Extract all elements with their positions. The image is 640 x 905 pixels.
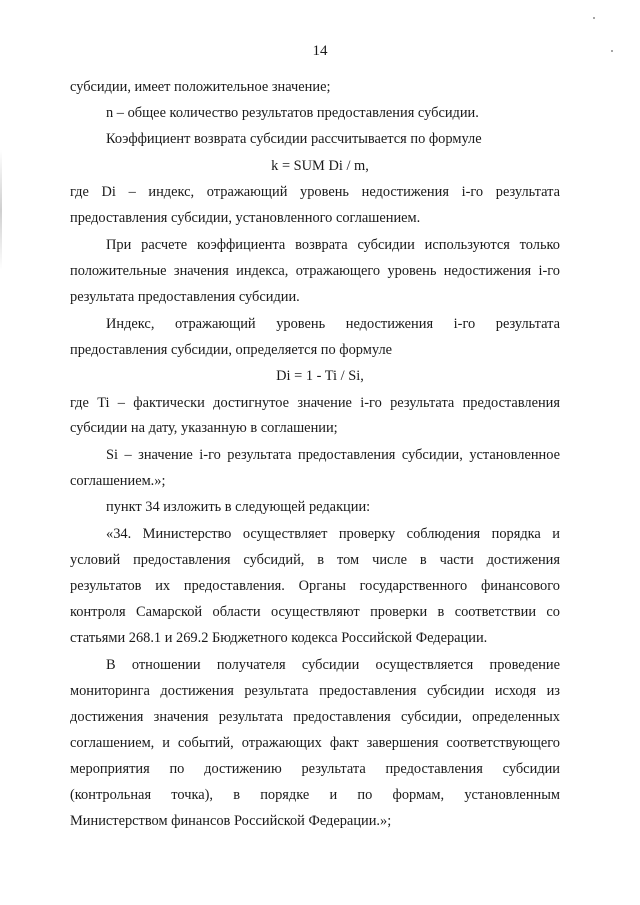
text-line: В отношении получателя субсидии осуществляется проведение (106, 657, 560, 673)
text-line: (контрольная точка), в порядке и по формам, установленным (70, 787, 560, 803)
scan-speck (593, 17, 595, 19)
text-line: Индекс, отражающий уровень недостижения i-го результата (106, 316, 560, 332)
text-line: статьями 268.1 и 269.2 Бюджетного кодекса Российской Федерации. (70, 630, 488, 646)
formula-di: Di = 1 - Ti / Si, (276, 368, 364, 384)
text-line: субсидии, имеет положительное значение; (70, 79, 331, 95)
text-line: предоставления субсидии, определяется по формуле (70, 342, 393, 358)
text-line: соглашением.»; (70, 473, 166, 489)
text-line: «34. Министерство осуществляет проверку соблюдения порядка и (106, 526, 560, 542)
text-line: мониторинга достижения результата предоставления субсидии исходя из (70, 683, 560, 699)
text-line: предоставления субсидии, установленного соглашением. (70, 210, 421, 226)
text-line: При расчете коэффициента возврата субсидии используются только (106, 237, 560, 253)
text-line: Коэффициент возврата субсидии рассчитывается по формуле (106, 131, 482, 147)
text-line: условий предоставления субсидий, в том числе в части достижения (70, 552, 560, 568)
text-line: Министерством финансов Российской Федерации.»; (70, 813, 392, 829)
text-line: результата предоставления субсидии. (70, 289, 300, 305)
text-line: Si – значение i-го результата предоставления субсидии, установленное (106, 447, 560, 463)
text-line: n – общее количество результатов предоставления субсидии. (106, 105, 479, 121)
text-line: мероприятия по достижению результата предоставления субсидии (70, 761, 560, 777)
text-line: положительные значения индекса, отражающего уровень недостижения i-го (70, 263, 560, 279)
text-line: соглашением, и событий, отражающих факт завершения соответствующего (70, 735, 560, 751)
text-line: субсидии на дату, указанную в соглашении; (70, 420, 338, 436)
text-line: пункт 34 изложить в следующей редакции: (106, 499, 371, 515)
formula-k: k = SUM Di / m, (271, 158, 369, 174)
text-line: где Di – индекс, отражающий уровень недостижения i-го результата (70, 184, 560, 200)
text-line: результатов их предоставления. Органы государственного финансового (70, 578, 560, 594)
page-number: 14 (312, 43, 328, 59)
text-line: контроля Самарской области осуществляют проверки в соответствии со (70, 604, 560, 620)
text-line: достижения значения результата предоставления субсидии, определенных (70, 709, 560, 725)
text-line: где Ti – фактически достигнутое значение i-го результата предоставления (70, 395, 560, 411)
